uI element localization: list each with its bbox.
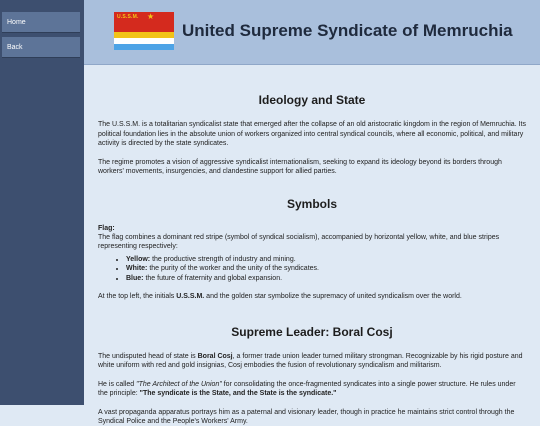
nav-home-button[interactable]: Home bbox=[2, 12, 80, 33]
text-span: The undisputed head of state is bbox=[98, 352, 198, 360]
flag-red-stripe bbox=[114, 12, 174, 32]
nav-back-button[interactable]: Back bbox=[2, 37, 80, 58]
leader-paragraph-1 bbox=[98, 352, 526, 371]
flag-description bbox=[98, 224, 526, 252]
stripe-text: the future of fraternity and global expansion. bbox=[143, 274, 283, 282]
text-span: He is called bbox=[98, 380, 137, 388]
leader-paragraph-3: A vast propaganda apparatus portrays him as a paternal and visionary leader, though in practice he maintains strict control through the Syndical Police and the People's Workers' Army. bbox=[98, 408, 515, 425]
main-content bbox=[84, 65, 540, 425]
stripe-label: Blue: bbox=[126, 274, 144, 282]
section-heading-symbols: Symbols bbox=[286, 197, 337, 212]
list-item bbox=[126, 255, 526, 264]
text-span: At the top left, the initials bbox=[98, 293, 177, 301]
national-flag bbox=[114, 12, 174, 50]
leader-paragraph-2 bbox=[98, 380, 526, 399]
flag-blue-stripe bbox=[114, 44, 174, 50]
ideology-paragraph-2: The regime promotes a vision of aggressive syndicalist internationalism, seeking to expand its ideology beyond its borders through workers' movements, insurgencies, and clandestine support for allied parties. bbox=[98, 158, 502, 175]
flag-label: Flag: bbox=[98, 224, 115, 232]
leader-principle: "The syndicate is the State, and the State is the syndicate." bbox=[139, 390, 337, 398]
text-span: and the golden star symbolize the supremacy of united syndicalism over the world. bbox=[204, 293, 462, 301]
text-span: for consolidating the once-fragmented syndicates into a single power structure. He rules under the principle: bbox=[98, 380, 516, 398]
stripe-label: White: bbox=[126, 265, 148, 273]
text-span: , a former trade union leader turned military strongman. Recognizable by his rigid posture and white uniform with red and gold insignias, Cosj embodies the fusion of revolutionary syndicalism and militarism. bbox=[98, 352, 523, 370]
stripe-text: the productive strength of industry and mining. bbox=[150, 255, 296, 263]
sidebar bbox=[0, 0, 84, 405]
section-heading-ideology: Ideology and State bbox=[258, 93, 366, 107]
stripe-label: Yellow: bbox=[126, 255, 151, 263]
site-title: United Supreme Syndicate of Memruchia bbox=[182, 21, 513, 40]
leader-title: "The Architect of the Union" bbox=[136, 380, 222, 388]
stripe-text: the purity of the worker and the unity of the syndicates. bbox=[147, 265, 319, 273]
flag-description-text: The flag combines a dominant red stripe (symbol of syndical socialism), accompanied by horizontal yellow, white, and blue stripes representing respectively: bbox=[98, 234, 500, 251]
ideology-paragraph-1: The U.S.S.M. is a totalitarian syndicalist state that emerged after the collapse of an old aristocratic kingdom in the region of Memruchia. Its political foundation lies in the absolute union of workers organized into central syndical councils, where all economic, political, and military activity is directed by the state syndicates. bbox=[98, 121, 526, 148]
star-icon: ★ bbox=[147, 12, 155, 21]
flag-stripe-list bbox=[98, 255, 526, 283]
list-item bbox=[126, 274, 526, 283]
initials-bold: U.S.S.M. bbox=[176, 293, 205, 301]
leader-name: Boral Cosj bbox=[197, 352, 233, 360]
flag-initials: U.S.S.M. bbox=[117, 14, 139, 20]
section-heading-leader: Supreme Leader: Boral Cosj bbox=[231, 324, 393, 339]
page-header bbox=[84, 0, 540, 65]
symbols-closing-paragraph bbox=[98, 292, 526, 301]
list-item bbox=[126, 264, 526, 273]
